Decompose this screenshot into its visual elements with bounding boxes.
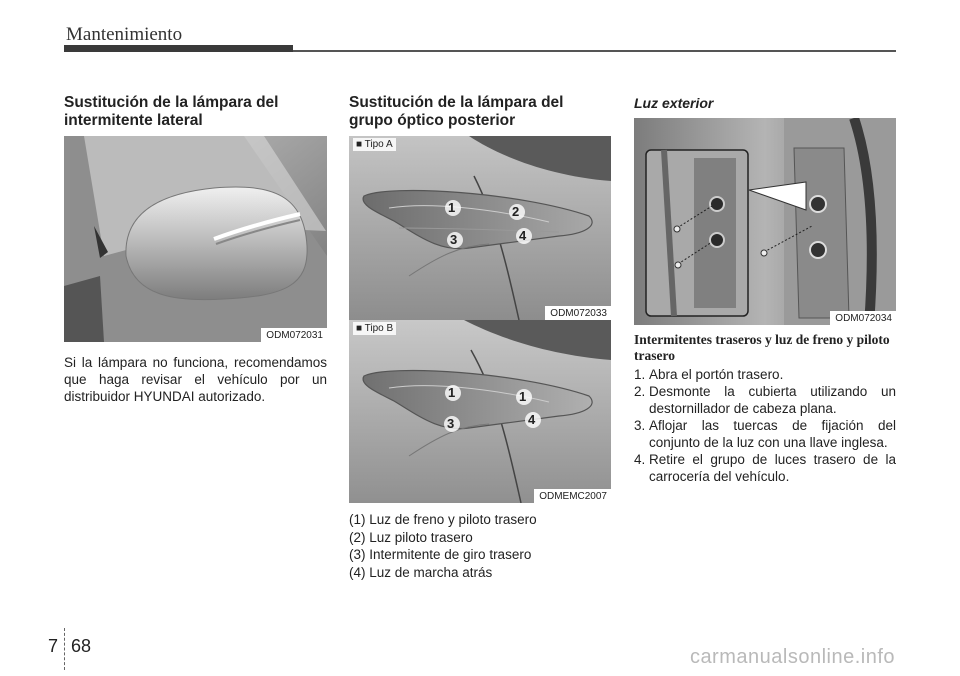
page-number: 68 <box>71 636 92 656</box>
chapter-number: 7 <box>48 636 59 656</box>
callout-label: 4 <box>519 228 527 243</box>
image-code: ODM072031 <box>261 328 327 342</box>
tail-lamp-type-b-illustration <box>349 320 611 503</box>
outer-lamp-photo <box>634 118 896 325</box>
legend-item: (2) Luz piloto trasero <box>349 529 473 545</box>
footer-separator <box>64 628 65 670</box>
image-code: ODMEMC2007 <box>534 489 611 503</box>
watermark-text: carmanualsonline.info <box>689 646 895 668</box>
step-item: 1. Abra el portón trasero. <box>634 367 784 382</box>
side-repeater-paragraph: Si la lámpara no funciona, recomendamos que haga revisar el vehículo por un distribuidor HYUNDAI autorizado. <box>64 355 327 404</box>
legend-item: (1) Luz de freno y piloto trasero <box>349 512 537 527</box>
tail-lamp-type-a-photo <box>349 136 611 320</box>
tail-lamp-type-a-illustration <box>349 136 611 320</box>
legend-item: (4) Luz de marcha atrás <box>349 564 493 580</box>
image-code: ODM072034 <box>830 311 896 325</box>
step-item: 4. Retire el grupo de luces trasero de la carrocería del vehículo. <box>634 452 896 484</box>
callout-label: 3 <box>450 232 458 247</box>
section-title-side-repeater: Sustitución de la lámpara del intermitente lateral <box>64 94 279 129</box>
section-title-rear-combination: Sustitución de la lámpara del grupo óptico posterior <box>349 94 564 129</box>
page-header-title: Mantenimiento <box>66 24 183 45</box>
step-item: 2. Desmonte la cubierta utilizando un destornillador de cabeza plana. <box>634 384 896 416</box>
header-rule <box>293 50 896 52</box>
callout-label: 2 <box>512 204 520 219</box>
image-code: ODM072033 <box>545 306 611 320</box>
callout-label: 1 <box>448 200 456 215</box>
tail-lamp-type-b-photo <box>349 320 611 503</box>
bulb-legend-list <box>349 511 611 581</box>
step-item: 3. Aflojar las tuercas de fijación del conjunto de la luz con una llave inglesa. <box>634 418 896 450</box>
callout-label: 1 <box>519 389 527 404</box>
outer-lamp-illustration <box>634 118 896 325</box>
section-title-outer-lamp: Luz exterior <box>634 95 714 111</box>
type-a-label: ■ Tipo A <box>353 138 396 151</box>
callout-label: 1 <box>448 385 456 400</box>
side-mirror-photo <box>64 136 327 342</box>
side-mirror-illustration <box>64 136 327 342</box>
legend-item: (3) Intermitente de giro trasero <box>349 547 532 562</box>
subsection-title: Intermitentes traseros y luz de freno y piloto trasero <box>634 332 890 363</box>
instruction-steps <box>634 366 896 485</box>
callout-label: 3 <box>447 416 455 431</box>
type-b-label: ■ Tipo B <box>353 322 396 335</box>
callout-label: 4 <box>528 412 536 427</box>
header-bar <box>64 45 293 52</box>
